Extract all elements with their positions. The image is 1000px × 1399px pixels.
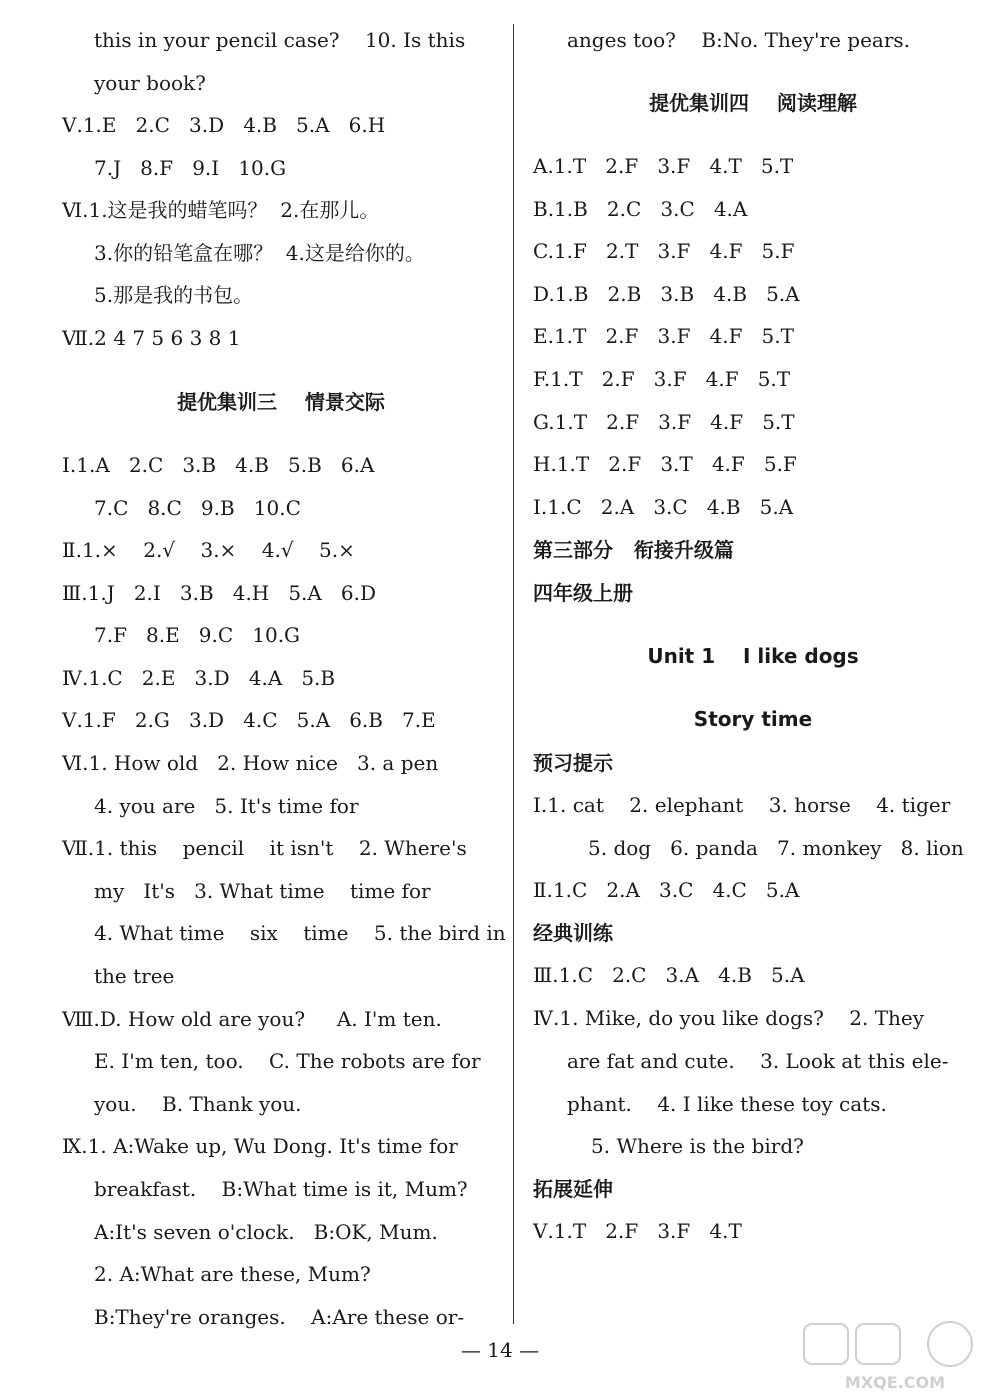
section-heading: 经典训练	[533, 921, 613, 945]
watermark-logo	[800, 1318, 990, 1394]
answer-line: 4. you are 5. It's time for	[94, 794, 359, 818]
answer-line: A.1.T 2.F 3.F 4.T 5.T	[533, 154, 794, 178]
answer-line: G.1.T 2.F 3.F 4.F 5.T	[533, 410, 795, 434]
answer-line: 3.你的铅笔盒在哪？ 4.这是给你的。	[94, 241, 425, 265]
answer-line: this in your pencil case? 10. Is this	[94, 28, 466, 52]
answer-line: Ⅶ.2 4 7 5 6 3 8 1	[62, 326, 241, 350]
answer-line: I.1.C 2.A 3.C 4.B 5.A	[533, 495, 794, 519]
answer-line: E.1.T 2.F 3.F 4.F 5.T	[533, 324, 794, 348]
answer-line: Ⅶ.1. this pencil it isn't 2. Where's	[62, 836, 467, 860]
answer-line: 5.那是我的书包。	[94, 283, 254, 307]
answer-line: Ⅴ.1.T 2.F 3.F 4.T	[533, 1219, 742, 1243]
answer-line: 5. Where is the bird?	[591, 1134, 804, 1158]
answer-line: D.1.B 2.B 3.B 4.B 5.A	[533, 282, 800, 306]
answer-line: 7.J 8.F 9.I 10.G	[94, 156, 287, 180]
page-number: — 14 —	[460, 1338, 540, 1362]
answer-line: Ⅴ.1.E 2.C 3.D 4.B 5.A 6.H	[62, 113, 386, 137]
answer-line: 7.C 8.C 9.B 10.C	[94, 496, 301, 520]
answer-line: 4. What time six time 5. the bird in	[94, 921, 506, 945]
answer-line: Ⅵ.1.这是我的蜡笔吗？ 2.在那儿。	[62, 198, 380, 222]
section-heading: 提优集训四 阅读理解	[649, 91, 857, 115]
answer-line: anges too? B:No. They're pears.	[567, 28, 911, 52]
answer-line: Ⅲ.1.C 2.C 3.A 4.B 5.A	[533, 963, 805, 987]
watermark-text: MXQE.COM	[844, 1373, 946, 1392]
answer-line: F.1.T 2.F 3.F 4.F 5.T	[533, 367, 791, 391]
section-heading: Story time	[693, 707, 813, 731]
answer-line: H.1.T 2.F 3.T 4.F 5.F	[533, 452, 797, 476]
answer-line: Ⅵ.1. How old 2. How nice 3. a pen	[62, 751, 439, 775]
answer-line: my It's 3. What time time for	[94, 879, 431, 903]
section-heading: Unit 1 I like dogs	[647, 644, 859, 668]
answer-line: Ⅷ.D. How old are you? A. I'm ten.	[62, 1007, 442, 1031]
answer-line: phant. 4. I like these toy cats.	[567, 1092, 887, 1116]
answer-line: the tree	[94, 964, 175, 988]
answer-line: are fat and cute. 3. Look at this ele-	[567, 1049, 949, 1073]
answer-line: Ⅰ.1. cat 2. elephant 3. horse 4. tiger	[533, 793, 951, 817]
answer-line: Ⅲ.1.J 2.I 3.B 4.H 5.A 6.D	[62, 581, 377, 605]
answer-line: B.1.B 2.C 3.C 4.A	[533, 197, 748, 221]
section-heading: 拓展延伸	[533, 1177, 613, 1201]
answer-line: Ⅴ.1.F 2.G 3.D 4.C 5.A 6.B 7.E	[62, 708, 436, 732]
section-heading: 预习提示	[533, 751, 613, 775]
answer-line: C.1.F 2.T 3.F 4.F 5.F	[533, 239, 795, 263]
answer-line: 7.F 8.E 9.C 10.G	[94, 623, 301, 647]
answer-line: Ⅰ.1.A 2.C 3.B 4.B 5.B 6.A	[62, 453, 375, 477]
section-heading: 四年级上册	[533, 581, 633, 605]
answer-line: B:They're oranges. A:Are these or-	[94, 1305, 465, 1329]
answer-line: breakfast. B:What time is it, Mum?	[94, 1177, 468, 1201]
section-heading: 提优集训三 情景交际	[177, 390, 385, 414]
answer-line: you. B. Thank you.	[94, 1092, 302, 1116]
answer-line: your book?	[94, 71, 206, 95]
answer-line: 2. A:What are these, Mum?	[94, 1262, 371, 1286]
answer-line: Ⅳ.1. Mike, do you like dogs? 2. They	[533, 1006, 925, 1030]
section-heading: 第三部分 衔接升级篇	[533, 538, 734, 562]
answer-line: Ⅳ.1.C 2.E 3.D 4.A 5.B	[62, 666, 336, 690]
answer-line: Ⅱ.1.C 2.A 3.C 4.C 5.A	[533, 878, 800, 902]
answer-line: Ⅱ.1.× 2.√ 3.× 4.√ 5.×	[62, 538, 355, 562]
answer-line: Ⅸ.1. A:Wake up, Wu Dong. It's time for	[62, 1134, 458, 1158]
answer-line: 5. dog 6. panda 7. monkey 8. lion	[588, 836, 964, 860]
column-divider	[513, 24, 514, 1324]
answer-line: E. I'm ten, too. C. The robots are for	[94, 1049, 481, 1073]
answer-line: A:It's seven o'clock. B:OK, Mum.	[94, 1220, 438, 1244]
